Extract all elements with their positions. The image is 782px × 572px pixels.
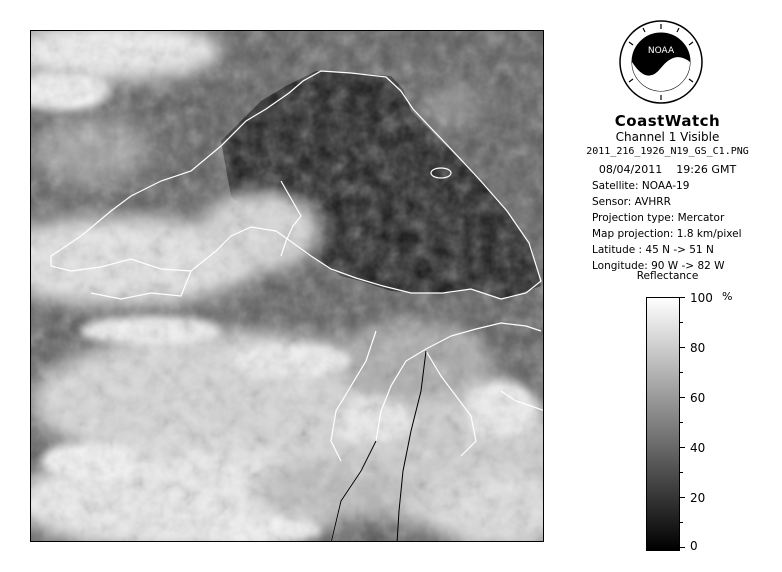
date-time-line xyxy=(560,163,775,176)
filename-label: 2011_216_1926_N19_GS_C1.PNG xyxy=(586,146,749,157)
legend-unit: % xyxy=(722,290,733,303)
satellite-imagery-svg xyxy=(31,31,544,542)
colorbar-label-40: 40 xyxy=(690,441,706,455)
colorbar-tick xyxy=(680,547,685,548)
time-label: 19:26 GMT xyxy=(676,163,737,176)
noaa-logo-text: NOAA xyxy=(647,46,675,56)
colorbar-tick xyxy=(680,447,685,448)
colorbar-label-60: 60 xyxy=(690,391,706,405)
legend-title: Reflectance xyxy=(636,270,699,282)
colorbar-minor-tick xyxy=(680,472,683,473)
colorbar-label-20: 20 xyxy=(690,491,706,505)
colorbar-label-80: 80 xyxy=(690,341,706,355)
latitude-label: Latitude : 45 N -> 51 N xyxy=(592,244,714,256)
date-label: 08/04/2011 xyxy=(598,163,663,176)
noaa-seal-icon xyxy=(619,20,703,104)
colorbar-minor-tick xyxy=(680,322,683,323)
longitude-label: Longitude: 90 W -> 82 W xyxy=(592,260,725,272)
app-title: CoastWatch xyxy=(614,112,721,130)
colorbar-minor-tick xyxy=(680,522,683,523)
projection-label: Projection type: Mercator xyxy=(592,212,725,224)
colorbar-label-100: 100 xyxy=(690,291,713,305)
colorbar-tick xyxy=(680,347,685,348)
map-projection-label: Map projection: 1.8 km/pixel xyxy=(592,228,742,240)
colorbar-tick xyxy=(680,497,685,498)
sensor-label: Sensor: AVHRR xyxy=(592,196,671,208)
channel-label: Channel 1 Visible xyxy=(615,130,720,144)
noaa-logo xyxy=(619,20,703,104)
colorbar-label-0: 0 xyxy=(690,539,698,553)
colorbar-tick xyxy=(680,397,685,398)
image-texture xyxy=(31,31,544,542)
colorbar-minor-tick xyxy=(680,372,683,373)
satellite-image xyxy=(30,30,544,542)
colorbar xyxy=(646,297,680,551)
colorbar-minor-tick xyxy=(680,422,683,423)
satellite-label: Satellite: NOAA-19 xyxy=(592,180,690,192)
colorbar-tick xyxy=(680,297,685,298)
